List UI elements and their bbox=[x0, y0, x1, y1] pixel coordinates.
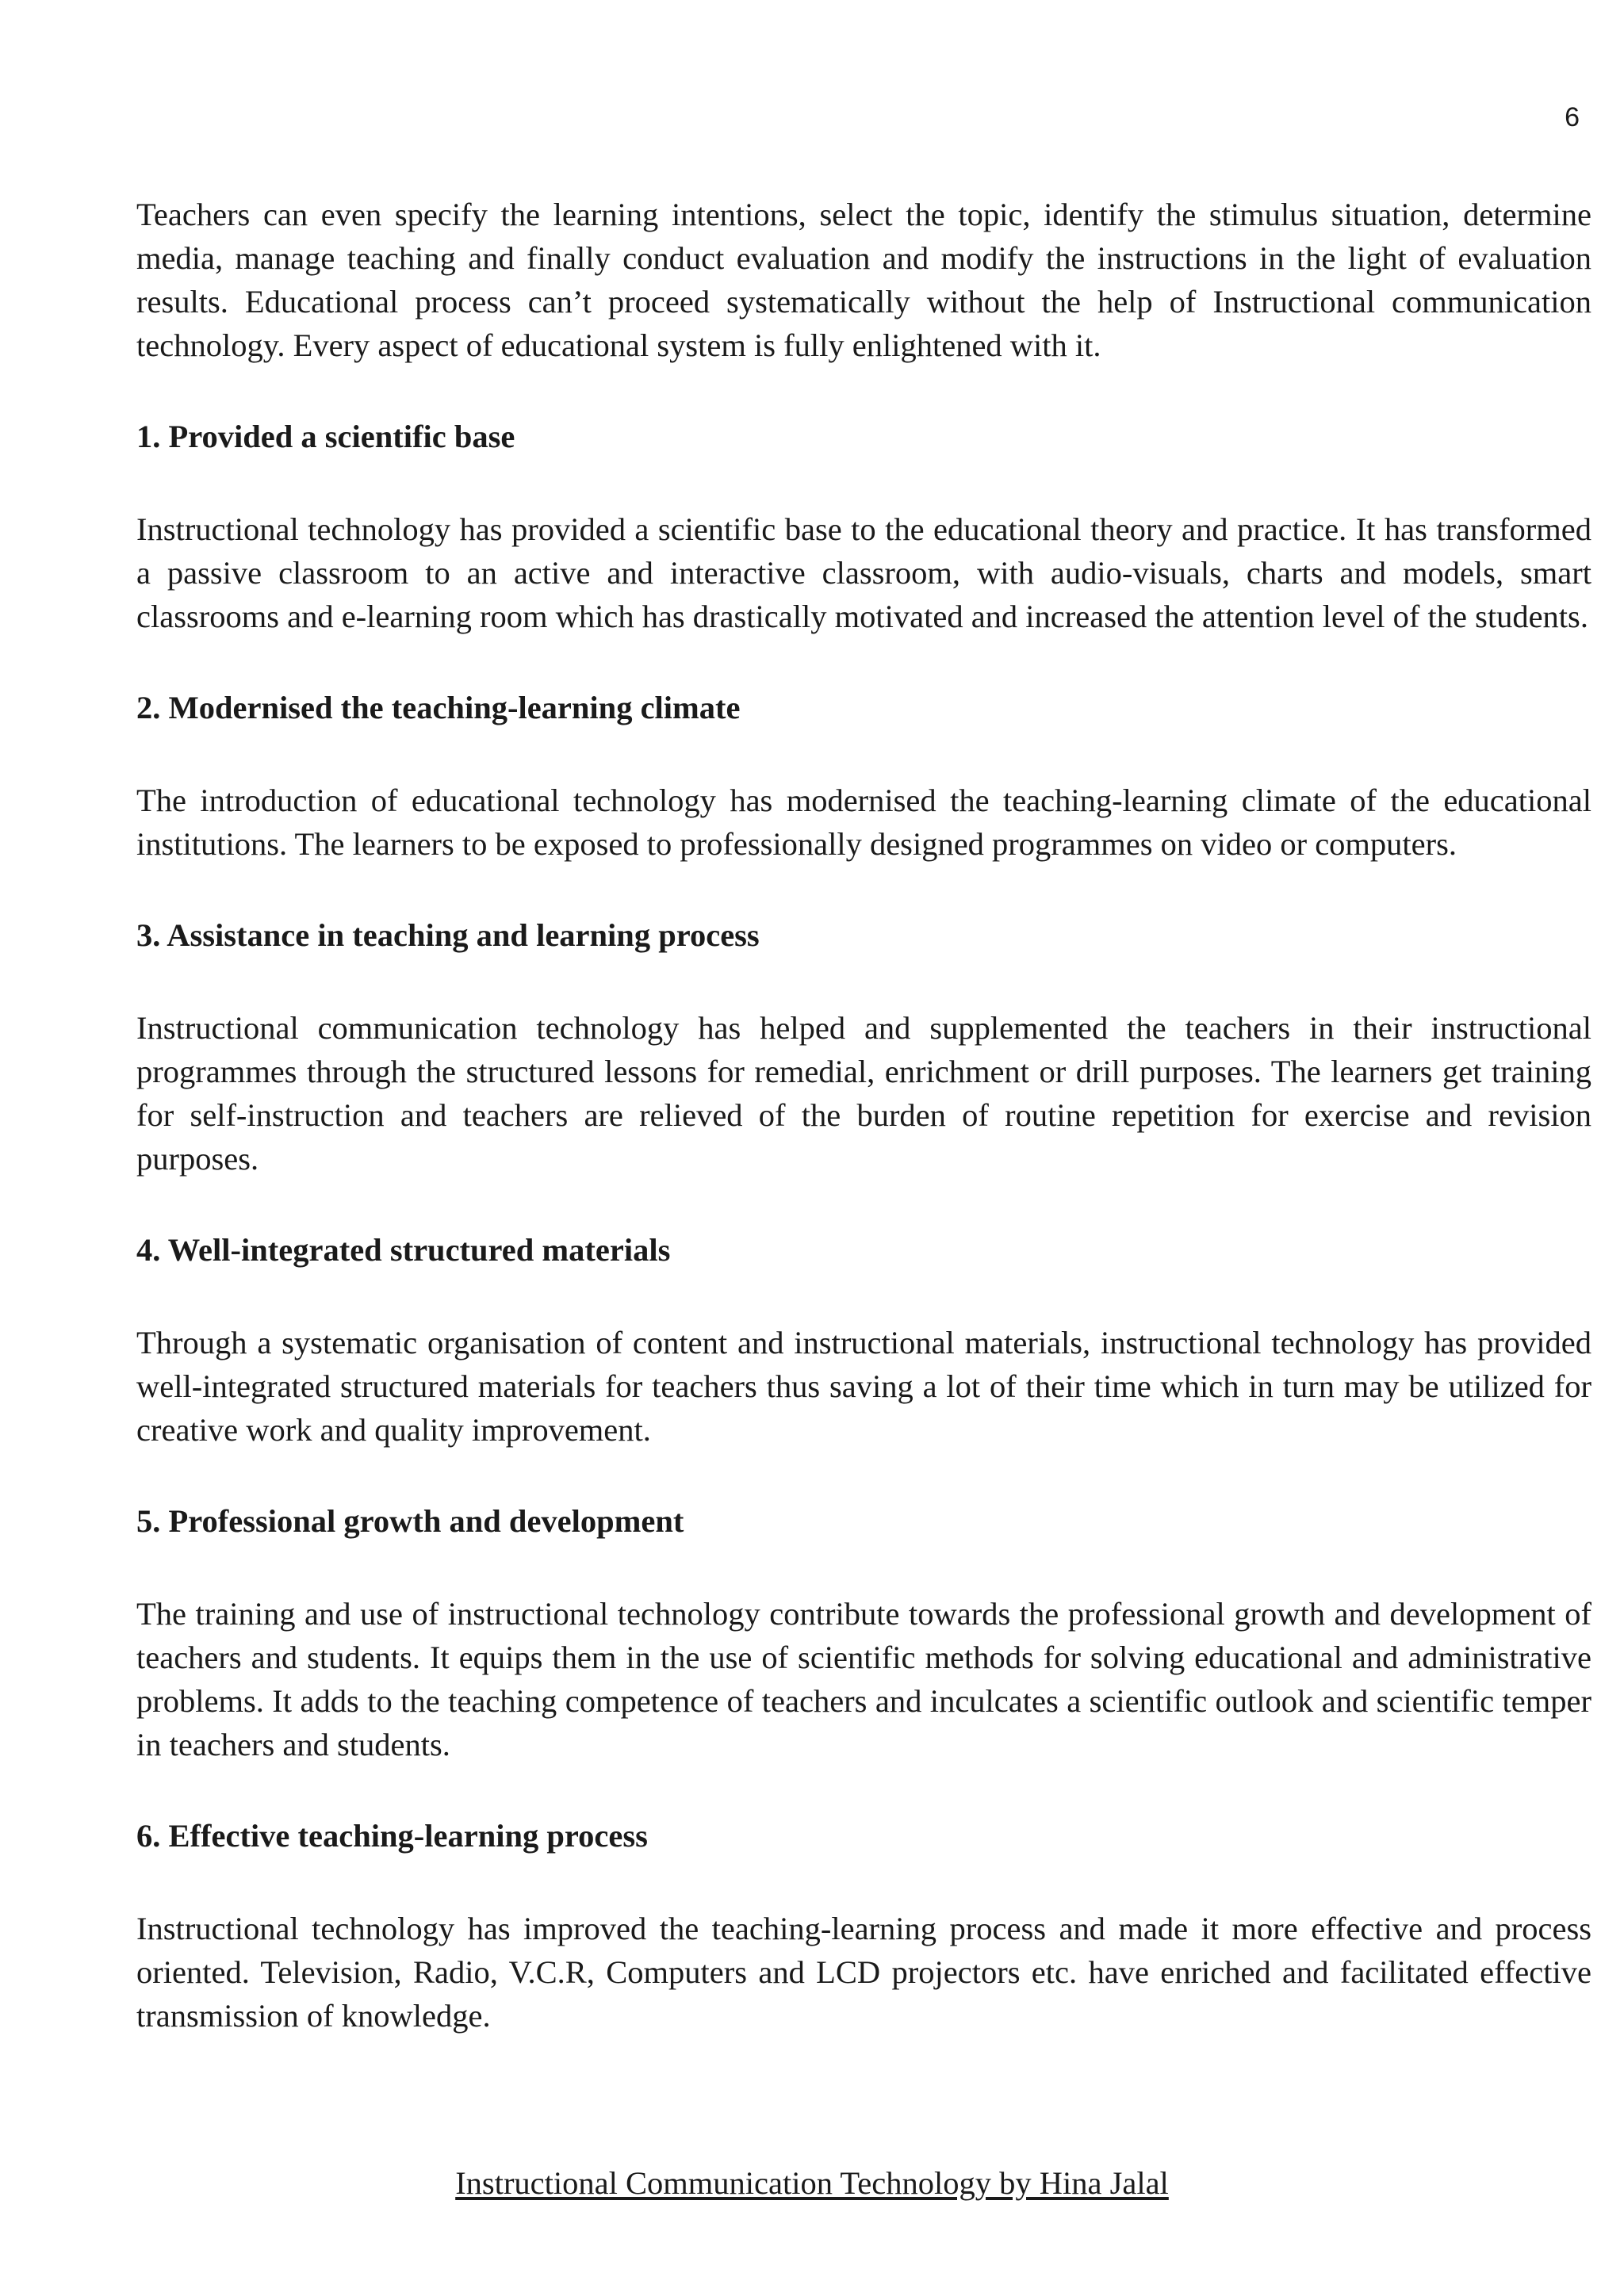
section-heading: 3. Assistance in teaching and learning process bbox=[136, 917, 760, 953]
section-paragraph: Through a systematic organisation of content and instructional materials, instructional technology has provided well-integrated structured materials for teachers thus saving a lot of their time which in turn may be utilized for creative work and quality improvement. bbox=[136, 1325, 1591, 1448]
section-heading: 4. Well-integrated structured materials bbox=[136, 1232, 671, 1268]
section-heading: 5. Professional growth and development bbox=[136, 1503, 684, 1539]
section-heading: 6. Effective teaching-learning process bbox=[136, 1818, 648, 1854]
section-paragraph: Instructional technology has improved the teaching-learning process and made it more effective and process oriented. Television, Radio, V.C.R, Computers and LCD projectors etc. have enriched and facilitated effective transmission of knowledge. bbox=[136, 1911, 1591, 2034]
section-paragraph: Instructional communication technology has helped and supplemented the teachers in their instructional programmes through the structured lessons for remedial, enrichment or drill purposes. The learners get training for self-instruction and teachers are relieved of the burden of routine repetition for exercise and revision purposes. bbox=[136, 1010, 1591, 1177]
section-paragraph: The training and use of instructional technology contribute towards the professional growth and development of teachers and students. It equips them in the use of scientific methods for solving educational and administrative problems. It adds to the teaching competence of teachers and inculcates a scientific outlook and scientific temper in teachers and students. bbox=[136, 1596, 1591, 1762]
section-4 bbox=[136, 1228, 1591, 1452]
intro-paragraph: Teachers can even specify the learning intentions, select the topic, identify the stimulus situation, determine media, manage teaching and finally conduct evaluation and modify the instructions in the light of evaluation results. Educational process can’t proceed systematically without the help of Instructional communication technology. Every aspect of educational system is fully enlightened with it. bbox=[136, 197, 1591, 363]
page-footer bbox=[0, 2161, 1624, 2205]
section-1 bbox=[136, 415, 1591, 638]
document-body bbox=[136, 193, 1591, 2038]
section-heading: 1. Provided a scientific base bbox=[136, 419, 515, 454]
footer-title: Instructional Communication Technology by Hina Jalal bbox=[455, 2165, 1169, 2201]
section-3 bbox=[136, 913, 1591, 1181]
section-6 bbox=[136, 1814, 1591, 2038]
section-5 bbox=[136, 1499, 1591, 1766]
section-paragraph: The introduction of educational technology has modernised the teaching-learning climate of the educational institutions. The learners to be exposed to professionally designed programmes on video or computers. bbox=[136, 783, 1591, 862]
section-heading: 2. Modernised the teaching-learning climate bbox=[136, 690, 741, 725]
section-2 bbox=[136, 686, 1591, 866]
page-number: 6 bbox=[1565, 102, 1580, 132]
section-paragraph: Instructional technology has provided a scientific base to the educational theory and practice. It has transformed a passive classroom to an active and interactive classroom, with audio-visuals, charts and models, smart classrooms and e-learning room which has drastically motivated and increased the attention level of the students. bbox=[136, 511, 1591, 634]
